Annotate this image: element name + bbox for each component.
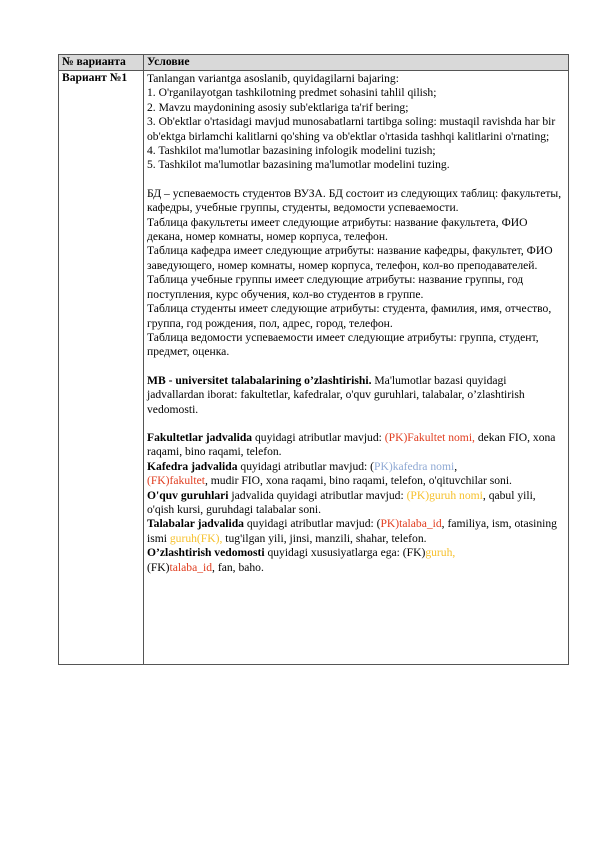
fakultet-rest: dekan FIO, xona raqami, bino raqami, telefon. xyxy=(147,430,556,459)
talaba-mid: , familiya, ism, otasining ismi xyxy=(147,517,557,545)
task-lead: Tanlangan variantga asoslanib, quyidagilarni bajaring: xyxy=(147,72,399,85)
talaba-paragraph xyxy=(147,517,565,546)
guruh-pk: (PK)guruh nomi xyxy=(406,488,483,502)
assignment-table xyxy=(58,54,569,665)
vedomost-fk2: talaba_id xyxy=(169,560,213,574)
header-variant: № варианта xyxy=(59,55,144,71)
task-item-5: 5. Tashkilot ma'lumotlar bazasining ma'lumotlar modelini tuzing. xyxy=(147,158,450,172)
fakultet-paragraph xyxy=(147,431,565,460)
guruh-name: O'quv guruhlari xyxy=(147,488,229,502)
kafedra-rest: , mudir FIO, xona raqami, bino raqami, telefon, o'qituvchilar soni. xyxy=(204,474,512,488)
uz-intro-text: Ma'lumotlar bazasi quyidagi jadvallardan iborat: fakultetlar, kafedralar, o'quv guruhlari, talabalar, o’zlashtirish vedomosti. xyxy=(147,373,525,416)
kafedra-name: Kafedra jadvalida xyxy=(147,459,238,473)
talaba-name: Talabalar jadvalida xyxy=(147,517,244,531)
task-item-2: 2. Mavzu maydonining asosiy sub'ektlariga ta'rif bering; xyxy=(147,100,409,114)
uz-intro xyxy=(147,374,565,417)
table-row xyxy=(59,71,569,665)
ru-paragraph-3: Таблица кафедра имеет следующие атрибуты: название кафедры, факультет, ФИО заведующего, номер комнаты, номер корпуса, телефон, кол-во преподавателей. xyxy=(147,244,553,272)
talaba-pre: quyidagi atributlar mavjud: ( xyxy=(243,517,381,531)
header-condition: Условие xyxy=(144,55,569,71)
talaba-fk: guruh(FK), xyxy=(169,531,223,545)
guruh-rest: , qabul yili, o'qish kursi, guruhdagi talabalar soni. xyxy=(147,488,536,516)
ru-paragraph-1: БД – успеваемость студентов ВУЗА. БД состоит из следующих таблиц: факультеты, кафедры, учебные группы, студенты, ведомости успеваемости. xyxy=(147,186,562,215)
vedomost-pre2: (FK) xyxy=(147,560,170,574)
kafedra-pre: quyidagi atributlar mavjud: ( xyxy=(237,459,375,473)
talaba-rest: tug'ilgan yili, jinsi, manzili, shahar, telefon. xyxy=(222,531,427,545)
table-header-row xyxy=(59,55,569,71)
guruh-pre: jadvalida quyidagi atributlar mavjud: xyxy=(228,488,407,502)
uz-intro-title: MB - universitet talabalarining o’zlashtirishi. xyxy=(147,373,372,387)
ru-paragraph-6: Таблица ведомости успеваемости имеет следующие атрибуты: группа, студент, предмет, оценка. xyxy=(147,330,539,359)
condition-cell xyxy=(144,71,569,665)
kafedra-fk: (FK)fakultet xyxy=(147,474,205,488)
variant-label: Вариант №1 xyxy=(59,71,144,665)
ru-paragraph-2: Таблица факультеты имеет следующие атрибуты: название факультета, ФИО декана, номер комнаты, номер корпуса, телефон. xyxy=(147,215,528,244)
guruh-paragraph xyxy=(147,489,565,518)
task-item-1: 1. O'rganilayotgan tashkilotning predmet sohasini tahlil qilish; xyxy=(147,86,437,100)
ru-paragraph-4: Таблица учебные группы имеет следующие атрибуты: название группы, год поступления, курс обучения, кол-во студентов в группе. xyxy=(147,273,524,301)
fakultet-name: Fakultetlar jadvalida xyxy=(147,430,253,444)
kafedra-comma: , xyxy=(454,459,458,473)
task-item-4: 4. Tashkilot ma'lumotlar bazasining infologik modelini tuzish; xyxy=(147,144,436,158)
kafedra-pk: PK)kafedra nomi xyxy=(374,459,455,473)
vedomost-fk1: guruh, xyxy=(425,546,456,560)
vedomost-rest: , fan, baho. xyxy=(212,560,264,574)
fakultet-pk: (PK)Fakultet nomi, xyxy=(384,430,475,444)
vedomost-paragraph xyxy=(147,546,565,575)
talaba-pk: PK)talaba_id xyxy=(380,517,442,531)
ru-paragraph-5: Таблица студенты имеет следующие атрибуты: студента, фамилия, имя, отчество, группа, год рождения, пол, адрес, город, телефон. xyxy=(147,302,552,330)
task-item-3: 3. Ob'ektlar o'rtasidagi mavjud munosabatlarni tartibga soling: mustaqil ravishda har bir ob'ektga birlamchi kalitlarni qo'shing va ob'ektlar o'rtasida tashhqi kalitlarini o'rnating; xyxy=(147,115,556,143)
kafedra-paragraph xyxy=(147,460,565,489)
vedomost-name: O’zlashtirish vedomosti xyxy=(147,546,265,560)
vedomost-pre: quyidagi xususiyatlarga ega: (FK) xyxy=(264,546,426,560)
fakultet-pre: quyidagi atributlar mavjud: xyxy=(252,430,385,444)
